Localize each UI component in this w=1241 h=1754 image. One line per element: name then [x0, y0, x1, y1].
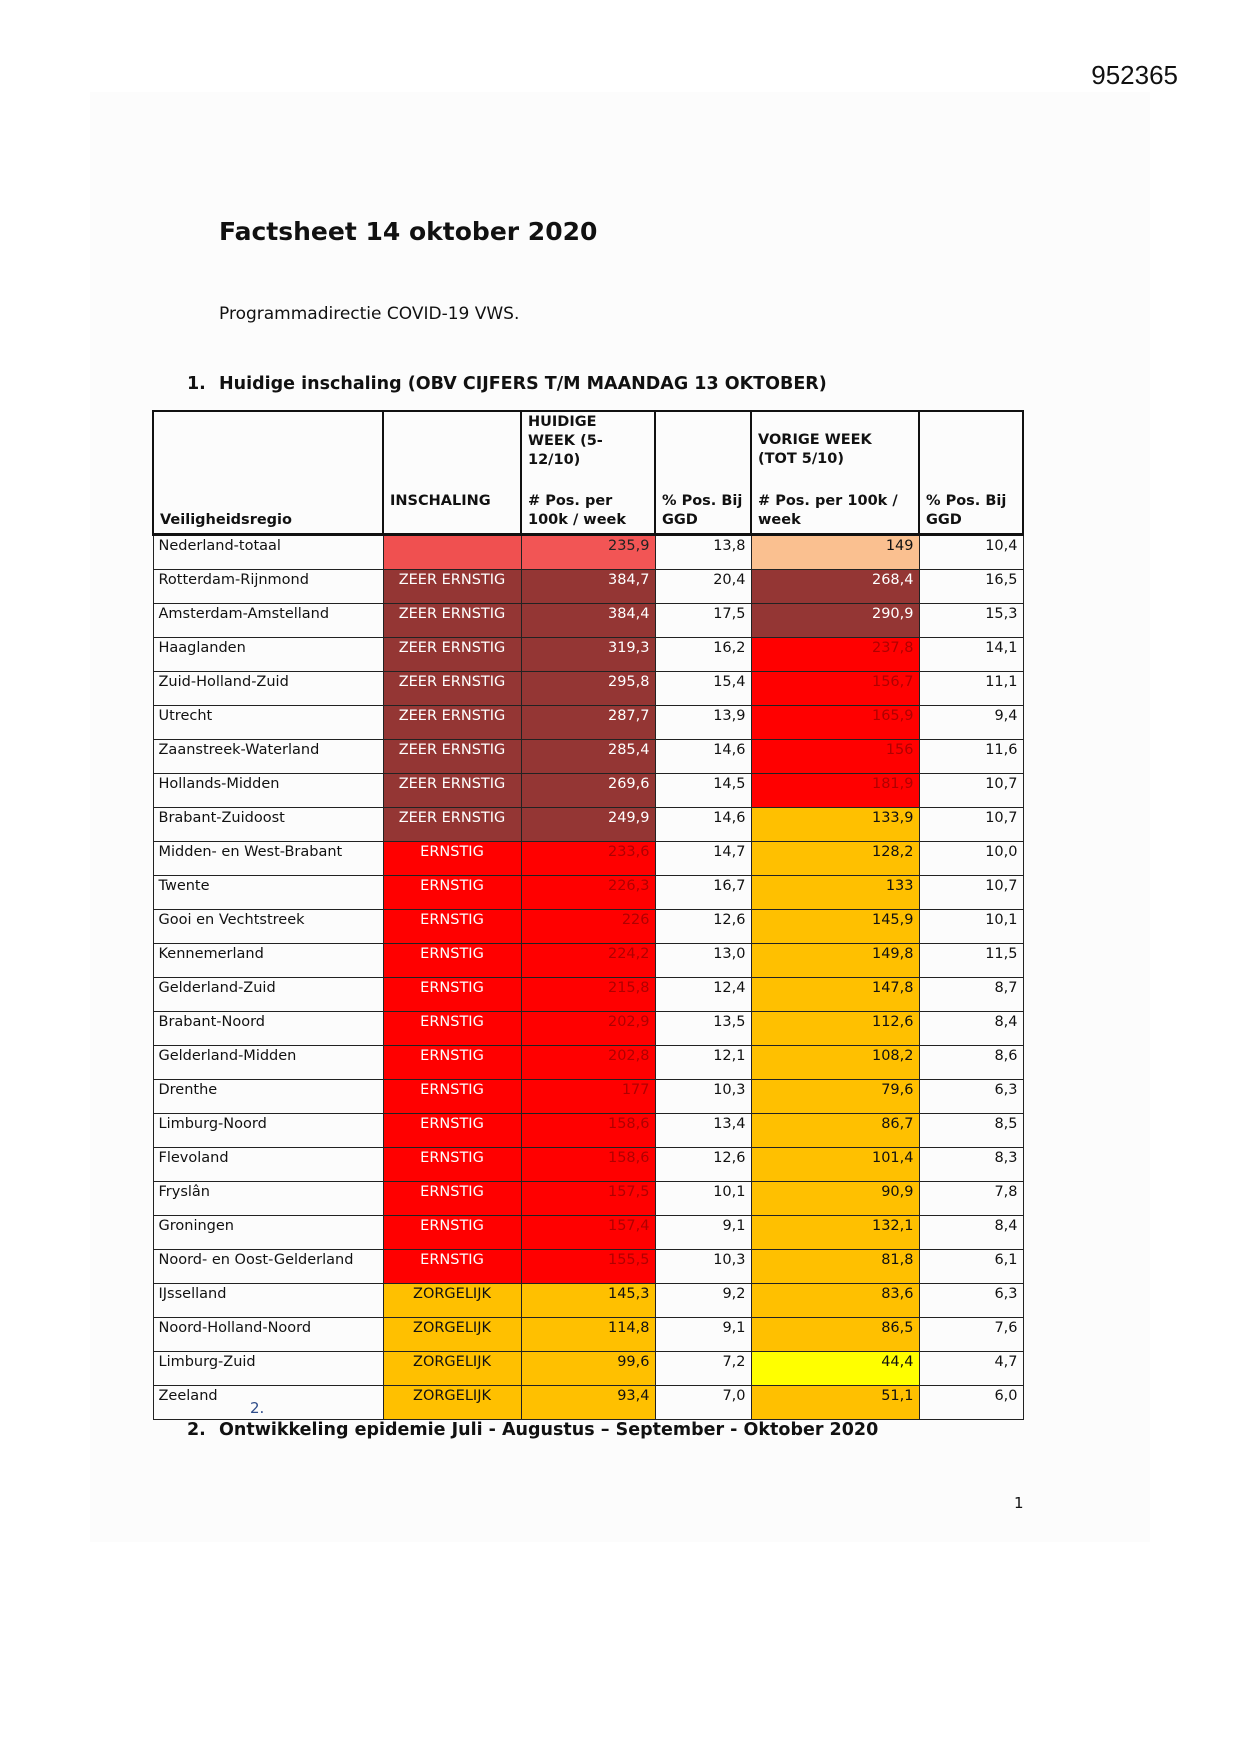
table-row — [153, 1182, 1023, 1216]
cell-region: Gelderland-Zuid — [153, 978, 383, 1012]
header-previous-week: VORIGE WEEK (TOT 5/10) # Pos. per 100k / week — [751, 411, 919, 535]
cell-region: Hollands-Midden — [153, 774, 383, 808]
cell-previous-pct: 11,6 — [919, 740, 1023, 774]
cell-previous-per-100k: 149 — [751, 535, 919, 570]
cell-current-per-100k: 215,8 — [521, 978, 655, 1012]
cell-previous-pct: 10,1 — [919, 910, 1023, 944]
cell-current-per-100k: 157,4 — [521, 1216, 655, 1250]
section-2-heading — [187, 1420, 878, 1440]
cell-region: Utrecht — [153, 706, 383, 740]
cell-previous-per-100k: 145,9 — [751, 910, 919, 944]
cell-level: ERNSTIG — [383, 1250, 521, 1284]
cell-previous-pct: 10,7 — [919, 876, 1023, 910]
cell-current-pct: 12,6 — [655, 1148, 751, 1182]
cell-region: Twente — [153, 876, 383, 910]
cell-region: IJsselland — [153, 1284, 383, 1318]
table-row — [153, 1284, 1023, 1318]
cell-current-per-100k: 384,4 — [521, 604, 655, 638]
cell-previous-pct: 8,7 — [919, 978, 1023, 1012]
cell-previous-per-100k: 133 — [751, 876, 919, 910]
cell-current-pct: 12,6 — [655, 910, 751, 944]
cell-current-per-100k: 269,6 — [521, 774, 655, 808]
table-row — [153, 740, 1023, 774]
cell-previous-per-100k: 90,9 — [751, 1182, 919, 1216]
cell-region: Amsterdam-Amstelland — [153, 604, 383, 638]
cell-previous-per-100k: 181,9 — [751, 774, 919, 808]
cell-current-pct: 9,1 — [655, 1318, 751, 1352]
cell-previous-pct: 9,4 — [919, 706, 1023, 740]
cell-region: Gelderland-Midden — [153, 1046, 383, 1080]
cell-previous-per-100k: 147,8 — [751, 978, 919, 1012]
cell-previous-pct: 4,7 — [919, 1352, 1023, 1386]
cell-current-pct: 15,4 — [655, 672, 751, 706]
cell-previous-pct: 6,1 — [919, 1250, 1023, 1284]
table-row — [153, 1046, 1023, 1080]
cell-region: Midden- en West-Brabant — [153, 842, 383, 876]
table-row — [153, 774, 1023, 808]
cell-current-pct: 14,5 — [655, 774, 751, 808]
cell-level: ZEER ERNSTIG — [383, 672, 521, 706]
header-current-pct: % Pos. Bij GGD — [655, 411, 751, 535]
cell-region: Brabant-Zuidoost — [153, 808, 383, 842]
cell-region: Limburg-Noord — [153, 1114, 383, 1148]
cell-previous-per-100k: 86,5 — [751, 1318, 919, 1352]
cell-level: ERNSTIG — [383, 1182, 521, 1216]
cell-level: ZEER ERNSTIG — [383, 808, 521, 842]
cell-current-per-100k: 155,5 — [521, 1250, 655, 1284]
table-row — [153, 638, 1023, 672]
cell-current-per-100k: 319,3 — [521, 638, 655, 672]
cell-current-pct: 9,1 — [655, 1216, 751, 1250]
table-row — [153, 1318, 1023, 1352]
table-row — [153, 910, 1023, 944]
cell-current-pct: 13,8 — [655, 535, 751, 570]
cell-region: Limburg-Zuid — [153, 1352, 383, 1386]
table-row — [153, 1080, 1023, 1114]
cell-current-pct: 16,7 — [655, 876, 751, 910]
table-row — [153, 706, 1023, 740]
cell-current-pct: 13,0 — [655, 944, 751, 978]
list-marker: 2. — [250, 1399, 265, 1417]
cell-current-per-100k: 235,9 — [521, 535, 655, 570]
cell-previous-per-100k: 156 — [751, 740, 919, 774]
cell-previous-per-100k: 132,1 — [751, 1216, 919, 1250]
cell-level: ZEER ERNSTIG — [383, 638, 521, 672]
cell-current-pct: 10,3 — [655, 1080, 751, 1114]
cell-current-pct: 13,5 — [655, 1012, 751, 1046]
cell-current-pct: 13,4 — [655, 1114, 751, 1148]
section-1-heading — [187, 374, 827, 394]
table-row — [153, 842, 1023, 876]
cell-level: ZORGELIJK — [383, 1386, 521, 1420]
cell-previous-pct: 11,1 — [919, 672, 1023, 706]
table-row — [153, 1114, 1023, 1148]
cell-current-per-100k: 285,4 — [521, 740, 655, 774]
cell-previous-per-100k: 86,7 — [751, 1114, 919, 1148]
cell-previous-pct: 10,0 — [919, 842, 1023, 876]
cell-previous-pct: 7,6 — [919, 1318, 1023, 1352]
cell-current-pct: 14,6 — [655, 740, 751, 774]
cell-previous-pct: 10,7 — [919, 774, 1023, 808]
cell-previous-pct: 14,1 — [919, 638, 1023, 672]
cell-region: Zaanstreek-Waterland — [153, 740, 383, 774]
cell-region: Fryslân — [153, 1182, 383, 1216]
cell-previous-per-100k: 108,2 — [751, 1046, 919, 1080]
cell-previous-per-100k: 51,1 — [751, 1386, 919, 1420]
cell-level: ERNSTIG — [383, 1080, 521, 1114]
cell-current-per-100k: 202,8 — [521, 1046, 655, 1080]
table-row — [153, 535, 1023, 570]
cell-previous-per-100k: 149,8 — [751, 944, 919, 978]
cell-level — [383, 535, 521, 570]
cell-level: ZEER ERNSTIG — [383, 740, 521, 774]
cell-previous-pct: 11,5 — [919, 944, 1023, 978]
cell-current-per-100k: 233,6 — [521, 842, 655, 876]
cell-previous-per-100k: 81,8 — [751, 1250, 919, 1284]
cell-level: ERNSTIG — [383, 1216, 521, 1250]
cell-previous-pct: 6,3 — [919, 1284, 1023, 1318]
cell-level: ERNSTIG — [383, 1148, 521, 1182]
header-region: Veiligheidsregio — [153, 411, 383, 535]
cell-level: ERNSTIG — [383, 1046, 521, 1080]
cell-level: ZEER ERNSTIG — [383, 604, 521, 638]
cell-level: ZORGELIJK — [383, 1284, 521, 1318]
cell-region: Zuid-Holland-Zuid — [153, 672, 383, 706]
header-level: INSCHALING — [383, 411, 521, 535]
cell-level: ERNSTIG — [383, 910, 521, 944]
cell-region: Gooi en Vechtstreek — [153, 910, 383, 944]
header-previous-pct: % Pos. Bij GGD — [919, 411, 1023, 535]
cell-current-per-100k: 93,4 — [521, 1386, 655, 1420]
cell-previous-per-100k: 112,6 — [751, 1012, 919, 1046]
section-2-text: Ontwikkeling epidemie Juli - Augustus – September - Oktober 2020 — [219, 1420, 879, 1440]
cell-region: Zeeland — [153, 1386, 383, 1420]
cell-level: ERNSTIG — [383, 1114, 521, 1148]
cell-current-pct: 14,7 — [655, 842, 751, 876]
section-1-text: Huidige inschaling (OBV CIJFERS T/M MAANDAG 13 OKTOBER) — [219, 374, 827, 394]
cell-level: ERNSTIG — [383, 842, 521, 876]
cell-previous-per-100k: 290,9 — [751, 604, 919, 638]
cell-previous-per-100k: 128,2 — [751, 842, 919, 876]
cell-level: ERNSTIG — [383, 944, 521, 978]
cell-previous-pct: 8,4 — [919, 1012, 1023, 1046]
cell-current-per-100k: 287,7 — [521, 706, 655, 740]
cell-previous-per-100k: 165,9 — [751, 706, 919, 740]
cell-region: Rotterdam-Rijnmond — [153, 570, 383, 604]
cell-current-pct: 10,1 — [655, 1182, 751, 1216]
table-row — [153, 604, 1023, 638]
cell-level: ZEER ERNSTIG — [383, 706, 521, 740]
cell-previous-per-100k: 133,9 — [751, 808, 919, 842]
cell-previous-pct: 8,3 — [919, 1148, 1023, 1182]
table-row — [153, 876, 1023, 910]
cell-previous-pct: 6,0 — [919, 1386, 1023, 1420]
cell-current-per-100k: 99,6 — [521, 1352, 655, 1386]
cell-current-per-100k: 145,3 — [521, 1284, 655, 1318]
cell-current-pct: 7,0 — [655, 1386, 751, 1420]
cell-previous-pct: 6,3 — [919, 1080, 1023, 1114]
cell-region: Noord-Holland-Noord — [153, 1318, 383, 1352]
table-row — [153, 1250, 1023, 1284]
cell-region: Haaglanden — [153, 638, 383, 672]
cell-previous-per-100k: 101,4 — [751, 1148, 919, 1182]
header-current-week: HUIDIGE WEEK (5-12/10) # Pos. per 100k / week — [521, 411, 655, 535]
table-row — [153, 1386, 1023, 1420]
cell-previous-pct: 8,6 — [919, 1046, 1023, 1080]
cell-previous-pct: 10,4 — [919, 535, 1023, 570]
cell-current-per-100k: 158,6 — [521, 1148, 655, 1182]
cell-current-per-100k: 157,5 — [521, 1182, 655, 1216]
section-1-number: 1. — [187, 374, 206, 394]
cell-current-per-100k: 384,7 — [521, 570, 655, 604]
cell-current-per-100k: 249,9 — [521, 808, 655, 842]
cell-previous-per-100k: 237,8 — [751, 638, 919, 672]
table-row — [153, 1012, 1023, 1046]
cell-current-per-100k: 114,8 — [521, 1318, 655, 1352]
cell-current-pct: 16,2 — [655, 638, 751, 672]
cell-current-per-100k: 177 — [521, 1080, 655, 1114]
cell-region: Nederland-totaal — [153, 535, 383, 570]
table-row — [153, 978, 1023, 1012]
cell-current-pct: 20,4 — [655, 570, 751, 604]
cell-previous-per-100k: 268,4 — [751, 570, 919, 604]
cell-current-pct: 12,1 — [655, 1046, 751, 1080]
cell-previous-per-100k: 83,6 — [751, 1284, 919, 1318]
table-row — [153, 672, 1023, 706]
page-title: Factsheet 14 oktober 2020 — [219, 217, 598, 246]
page-subtitle: Programmadirectie COVID-19 VWS. — [219, 304, 520, 324]
cell-level: ERNSTIG — [383, 1012, 521, 1046]
cell-region: Kennemerland — [153, 944, 383, 978]
cell-current-per-100k: 158,6 — [521, 1114, 655, 1148]
table-row — [153, 944, 1023, 978]
cell-level: ZEER ERNSTIG — [383, 774, 521, 808]
cell-region: Brabant-Noord — [153, 1012, 383, 1046]
cell-previous-pct: 8,5 — [919, 1114, 1023, 1148]
document-number: 952365 — [1091, 60, 1178, 90]
cell-current-per-100k: 202,9 — [521, 1012, 655, 1046]
table-row — [153, 1148, 1023, 1182]
section-2-number: 2. — [187, 1420, 206, 1440]
cell-current-per-100k: 224,2 — [521, 944, 655, 978]
cell-level: ERNSTIG — [383, 876, 521, 910]
cell-current-pct: 12,4 — [655, 978, 751, 1012]
cell-current-pct: 10,3 — [655, 1250, 751, 1284]
cell-level: ZORGELIJK — [383, 1318, 521, 1352]
table-header-row — [153, 411, 1023, 535]
cell-previous-pct: 15,3 — [919, 604, 1023, 638]
cell-current-pct: 9,2 — [655, 1284, 751, 1318]
cell-current-pct: 17,5 — [655, 604, 751, 638]
table-row — [153, 808, 1023, 842]
cell-current-per-100k: 226 — [521, 910, 655, 944]
cell-previous-pct: 7,8 — [919, 1182, 1023, 1216]
cell-region: Noord- en Oost-Gelderland — [153, 1250, 383, 1284]
cell-previous-pct: 10,7 — [919, 808, 1023, 842]
table-row — [153, 570, 1023, 604]
page-number: 1 — [1014, 1494, 1024, 1512]
cell-level: ZORGELIJK — [383, 1352, 521, 1386]
cell-current-per-100k: 295,8 — [521, 672, 655, 706]
cell-region: Groningen — [153, 1216, 383, 1250]
cell-region: Flevoland — [153, 1148, 383, 1182]
cell-previous-per-100k: 44,4 — [751, 1352, 919, 1386]
cell-previous-per-100k: 156,7 — [751, 672, 919, 706]
cell-current-pct: 7,2 — [655, 1352, 751, 1386]
cell-current-per-100k: 226,3 — [521, 876, 655, 910]
cell-level: ZEER ERNSTIG — [383, 570, 521, 604]
table-row — [153, 1352, 1023, 1386]
cell-previous-pct: 8,4 — [919, 1216, 1023, 1250]
cell-level: ERNSTIG — [383, 978, 521, 1012]
risk-level-table — [152, 410, 1024, 1420]
table-row — [153, 1216, 1023, 1250]
cell-region: Drenthe — [153, 1080, 383, 1114]
cell-current-pct: 14,6 — [655, 808, 751, 842]
cell-previous-pct: 16,5 — [919, 570, 1023, 604]
cell-previous-per-100k: 79,6 — [751, 1080, 919, 1114]
cell-current-pct: 13,9 — [655, 706, 751, 740]
